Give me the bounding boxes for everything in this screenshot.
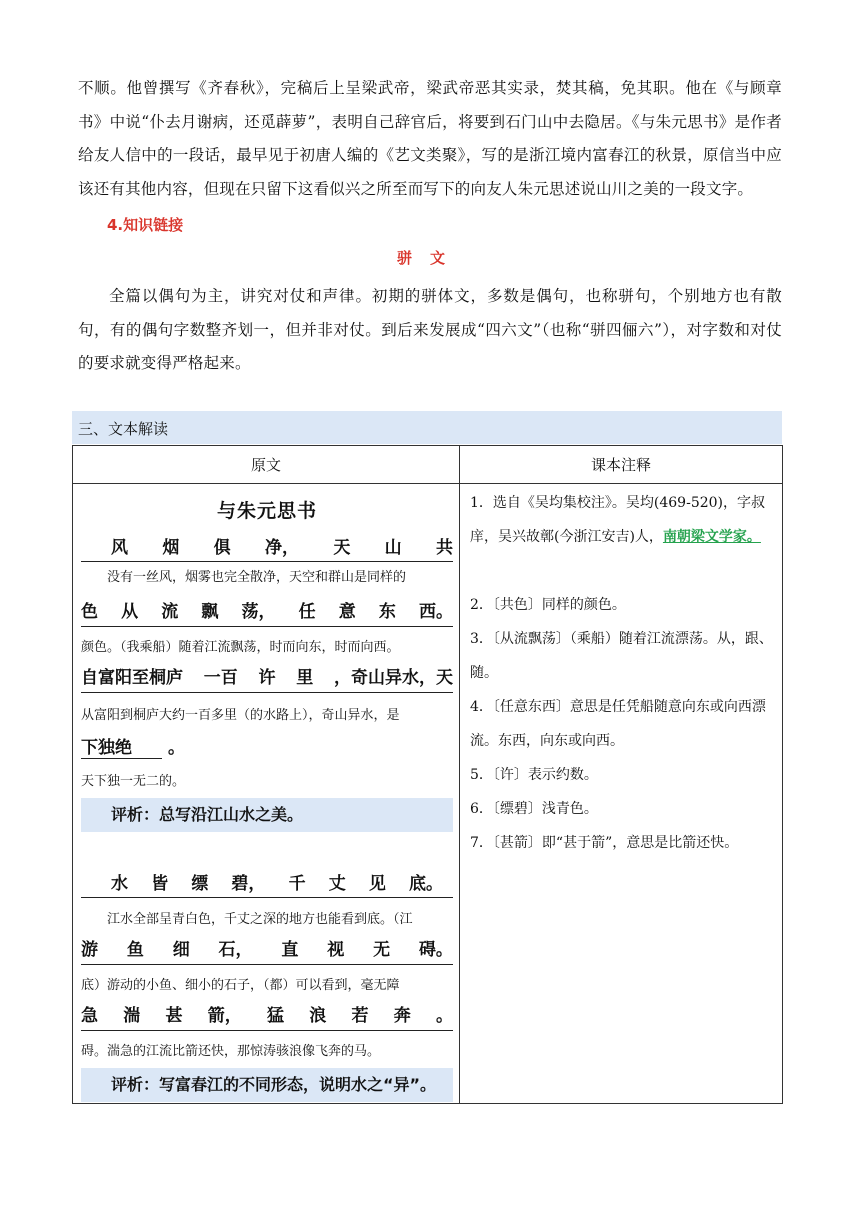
notes-column — [460, 484, 782, 1104]
original-line-3 — [81, 664, 453, 693]
original-char: 千 — [288, 874, 306, 894]
original-char: 流 — [161, 602, 179, 622]
knowledge-title: 骈文 — [396, 249, 463, 267]
original-char: 细 — [172, 940, 190, 960]
original-line-4 — [81, 734, 453, 762]
intro-paragraph: 不顺。他曾撰写《齐春秋》，完稿后上呈梁武帝，梁武帝恶其实录，焚其稿，免其职。他在《与顾章书》中说“仆去月谢病，还觅薜萝”，表明自己辞官后，将要到石门山中去隐居。《与朱元思书》是作者给友人信中的一段话，最早见于初唐人编的《艺文类聚》，写的是浙江境内富春江的秋景，原信当中应该还有其他内容，但现在只留下这看似兴之所至而写下的向友人朱元思述说山川之美的一段文字。 — [78, 79, 782, 198]
section-heading: 三、文本解读 — [72, 411, 782, 444]
original-char: 底。 — [408, 874, 443, 894]
original-char: 鱼 — [126, 940, 144, 960]
original-line-7 — [81, 1002, 453, 1031]
note-6: 6．〔缥碧〕浅青色。 — [470, 801, 598, 817]
translation-line-6: 底）游动的小鱼、细小的石子，（都）可以看到，毫无障 — [81, 978, 400, 993]
text-reading-table — [72, 445, 783, 1104]
original-char: 游 — [81, 940, 98, 960]
note-2: 2．〔共色〕同样的颜色。 — [470, 597, 626, 613]
original-char: 意 — [338, 602, 356, 622]
original-char: 烟 — [162, 538, 180, 558]
original-char: 水 — [111, 874, 128, 894]
original-char: 西。 — [419, 602, 453, 622]
original-line-2 — [81, 598, 453, 627]
original-char: 风 — [111, 538, 128, 558]
translation-line-7: 碍。湍急的江流比箭还快，那惊涛骇浪像飞奔的马。 — [81, 1044, 381, 1059]
original-char: 皆 — [151, 874, 169, 894]
column-header-notes: 课本注释 — [460, 446, 782, 484]
note-5: 5．〔许〕表示约数。 — [470, 767, 598, 783]
original-char: 碍。 — [418, 940, 453, 960]
original-char: 色 — [81, 602, 98, 622]
original-line-6 — [81, 936, 453, 965]
note-7: 7．〔甚箭〕即“甚于箭”，意思是比箭还快。 — [470, 835, 739, 851]
note-1-text: 1．选自《吴均集校注》。吴均(469-520)，字叔庠，吴兴故鄣(今浙江安吉)人， — [470, 495, 766, 545]
original-char: 共 — [435, 538, 453, 558]
translation-line-3: 从富阳到桐庐大约一百多里（的水路上），奇山异水，是 — [81, 708, 400, 723]
original-char: 甚 — [165, 1006, 183, 1026]
original-char: 箭， — [207, 1006, 242, 1026]
original-segment: 。 — [168, 738, 185, 758]
column-header-original: 原文 — [73, 446, 460, 484]
original-char: 丈 — [328, 874, 346, 894]
original-line-1 — [81, 534, 453, 562]
original-char: 无 — [373, 940, 391, 960]
note-1 — [470, 486, 774, 554]
knowledge-body: 全篇以偶句为主，讲究对仗和声律。初期的骈体文，多数是偶句，也称骈句，个别地方也有散句，有的偶句字数整齐划一，但并非对仗。到后来发展成“四六文”（也称“骈四俪六”），对字数和对仗的要求就变得严格起来。 — [78, 287, 782, 372]
original-char: 急 — [81, 1006, 98, 1026]
translation-line-5: 江水全部呈青白色，千丈之深的地方也能看到底。（江 — [107, 912, 413, 927]
original-segment: 一百 — [203, 668, 238, 688]
original-char: 缥 — [191, 874, 209, 894]
knowledge-heading: 4.知识链接 — [107, 216, 184, 234]
original-char: 奔 — [393, 1006, 411, 1026]
original-char: 湍 — [123, 1006, 141, 1026]
original-char: 飘 — [201, 602, 219, 622]
original-segment: ，奇山异水，天 — [334, 668, 453, 688]
original-char: 山 — [384, 538, 402, 558]
original-char: 从 — [121, 602, 139, 622]
original-segment: 自富阳至桐庐 — [81, 668, 183, 688]
original-char: 若 — [351, 1006, 369, 1026]
note-4: 4．〔任意东西〕意思是任凭船随意向东或向西漂流。东西，向东或向西。 — [470, 699, 766, 749]
original-char: 石， — [218, 940, 253, 960]
original-segment: 里 — [296, 668, 314, 688]
note-3: 3．〔从流飘荡〕（乘船）随着江流漂荡。从，跟、随。 — [470, 631, 773, 681]
original-char: 碧， — [231, 874, 266, 894]
original-text-column — [73, 484, 459, 1104]
translation-line-2: 颜色。（我乘船）随着江流飘荡，时而向东，时而向西。 — [81, 640, 400, 655]
note-1-highlight: 南朝梁文学家。 — [662, 529, 761, 545]
analysis-box-1: 评析：总写沿江山水之美。 — [81, 798, 453, 832]
article-title: 与朱元思书 — [216, 500, 317, 522]
original-char: 荡， — [241, 602, 276, 622]
original-char: 见 — [368, 874, 386, 894]
original-segment: 下独绝 — [81, 738, 162, 759]
original-segment: 许 — [258, 668, 276, 688]
translation-line-1: 没有一丝风，烟雾也完全散净，天空和群山是同样的 — [107, 570, 407, 585]
original-char: 视 — [327, 940, 345, 960]
original-char: 直 — [281, 940, 299, 960]
original-line-5 — [81, 870, 453, 898]
original-char: 任 — [298, 602, 316, 622]
original-char: 净， — [264, 538, 299, 558]
original-char: 浪 — [309, 1006, 327, 1026]
translation-line-4: 天下独一无二的。 — [81, 774, 186, 789]
original-char: 俱 — [213, 538, 231, 558]
original-char: 猛 — [267, 1006, 284, 1026]
original-char: 。 — [436, 1006, 453, 1026]
original-char: 天 — [333, 538, 351, 558]
original-char: 东 — [378, 602, 396, 622]
analysis-box-2: 评析：写富春江的不同形态，说明水之“异”。 — [81, 1068, 453, 1102]
